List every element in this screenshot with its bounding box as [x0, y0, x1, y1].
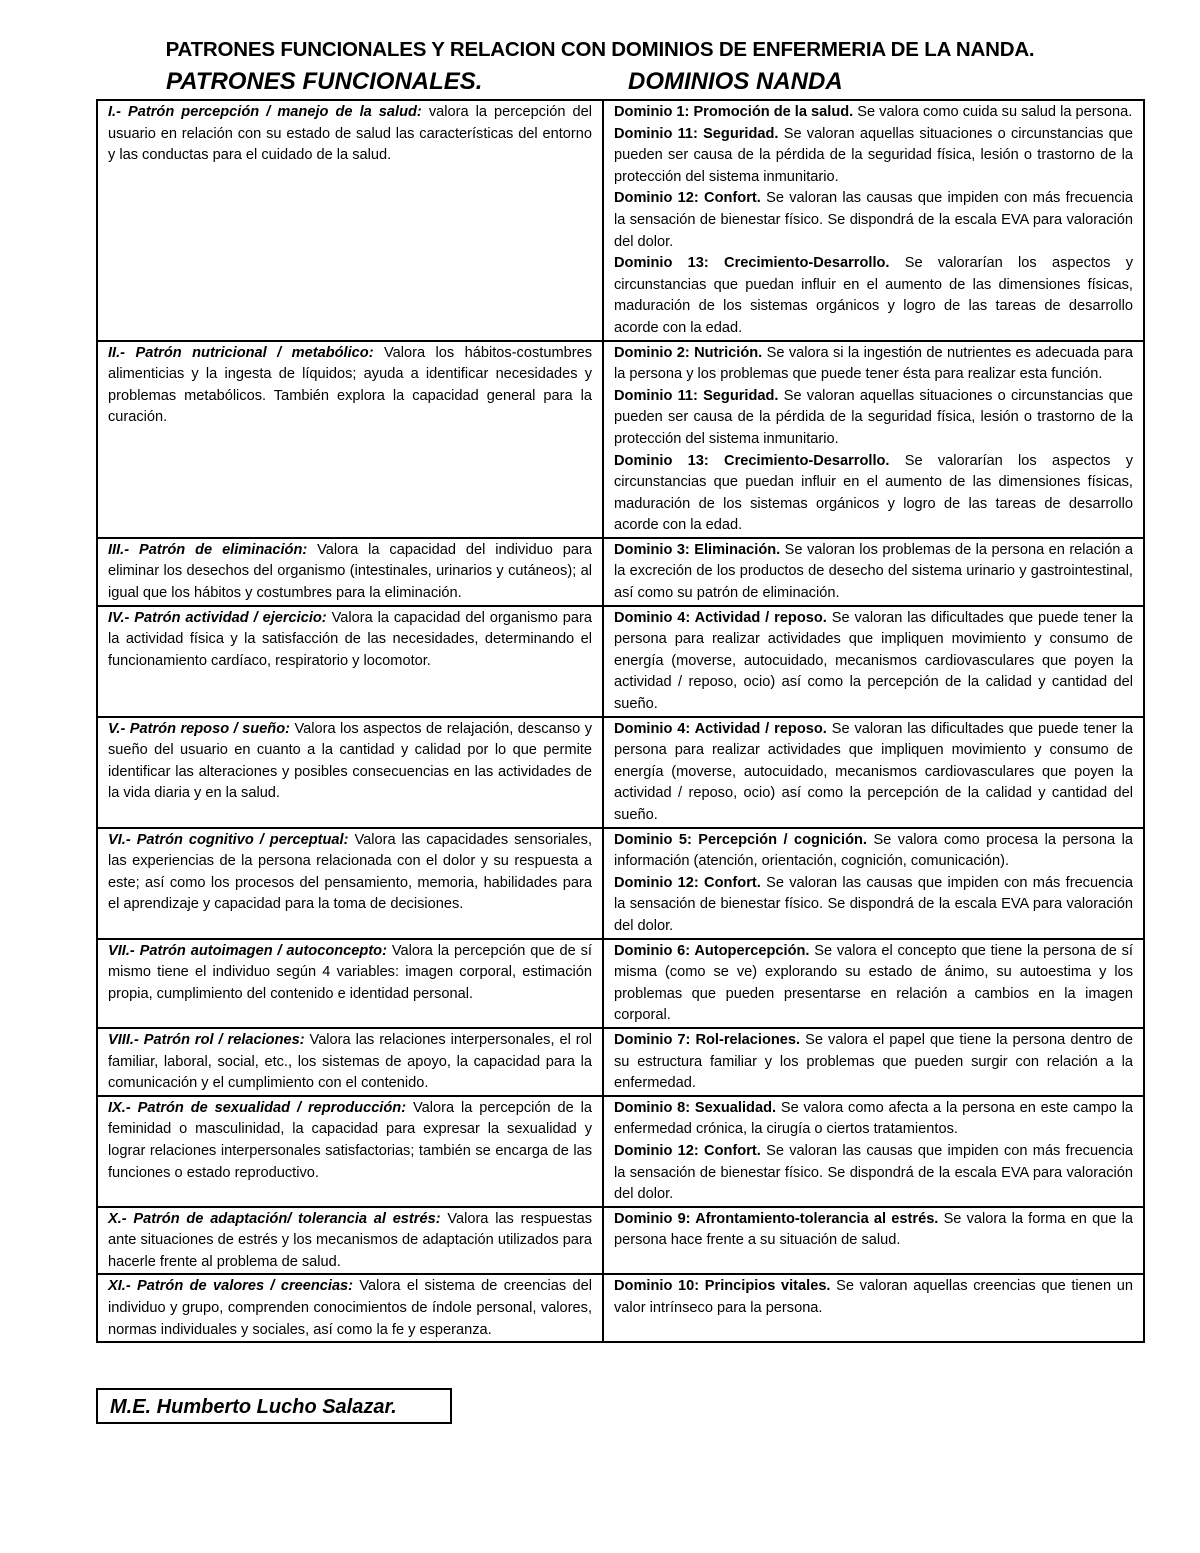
pattern-description: Valora la percepción de la feminidad o masculinidad, la capacidad para expresar la sexualidad y lograr relaciones interpersonales satisfactorias; también se encarga de las funciones o estado reproductivo.	[108, 1099, 593, 1181]
table-row	[97, 828, 1144, 939]
domain-name: Dominio 6: Autopercepción.	[614, 942, 810, 959]
table-row	[97, 939, 1144, 1028]
pattern-cell	[97, 341, 603, 538]
domain-description: Se valoran aquellas creencias que tienen un valor intrínseco para la persona.	[614, 1278, 1134, 1317]
domain-cell	[603, 717, 1144, 828]
domain-description: Se valoran las dificultades que puede tener la persona para realizar actividades que impliquen movimiento y consumo de energía (moverse, autocuidado, mecanismos cardiovasculares que poyen la actividad / reposo, ocio) así como la percepción de la calidad y cantidad del sueño.	[614, 609, 1133, 713]
domain-entry	[614, 102, 1133, 124]
domain-entry	[614, 941, 1133, 1027]
domain-name: Dominio 8: Sexualidad.	[614, 1099, 777, 1116]
table-row	[97, 606, 1144, 717]
table-row	[97, 538, 1144, 606]
pattern-description: Valora las respuestas ante situaciones de estrés y los mecanismos de adaptación utilizados para hacerle frente al problema de salud.	[108, 1210, 593, 1270]
domain-name: Dominio 12: Confort.	[614, 190, 761, 207]
table-row	[97, 717, 1144, 828]
domain-description: Se valora si la ingestión de nutrientes es adecuada para la persona y los problemas que puede tener ésta para realizar esta función.	[614, 344, 1133, 383]
pattern-cell	[97, 606, 603, 717]
domain-name: Dominio 11: Seguridad.	[614, 125, 779, 142]
domain-description: Se valora el concepto que tiene la persona de sí misma (como se ve) explorando su estado de ánimo, su autoestima y los problemas que pueden presentarse en relación a cambios en la imagen corporal.	[614, 942, 1133, 1024]
pattern-name: V.- Patrón reposo / sueño:	[108, 720, 290, 737]
pattern-cell	[97, 939, 603, 1028]
pattern-description: valora la percepción del usuario en relación con su estado de salud las características del entorno y las conductas para el cuidado de la salud.	[108, 104, 592, 164]
domain-entry	[614, 1030, 1133, 1095]
domain-cell	[603, 538, 1144, 606]
domain-name: Dominio 2: Nutrición.	[614, 344, 763, 361]
pattern-name: IX.- Patrón de sexualidad / reproducción:	[108, 1099, 407, 1116]
domain-description: Se valora como cuida su salud la persona.	[853, 104, 1133, 120]
domain-name: Dominio 12: Confort.	[614, 874, 761, 891]
domain-entry	[614, 253, 1133, 339]
table-body	[97, 100, 1144, 1342]
domain-description: Se valoran aquellas situaciones o circunstancias que pueden ser causa de la pérdida de la seguridad física, lesión o trastorno de la protección del sistema inmunitario.	[614, 125, 1133, 185]
domain-entry	[614, 1098, 1133, 1141]
domain-cell	[603, 341, 1144, 538]
domain-cell	[603, 1096, 1144, 1207]
domain-entry	[614, 608, 1133, 716]
domain-name: Dominio 13: Crecimiento-Desarrollo.	[614, 255, 890, 272]
domain-description: Se valoran aquellas situaciones o circunstancias que pueden ser causa de la pérdida de la seguridad física, lesión o trastorno de la protección del sistema inmunitario.	[614, 387, 1133, 447]
domain-description: Se valoran las causas que impiden con más frecuencia la sensación de bienestar físico. Se dispondrá de la escala EVA para valoración del dolor.	[614, 1142, 1133, 1203]
domain-name: Dominio 5: Percepción / cognición.	[614, 831, 867, 848]
pattern-name: II.- Patrón nutricional / metabólico:	[108, 344, 374, 361]
pattern-description: Valora las relaciones interpersonales, el rol familiar, laboral, social, etc., los sistemas de apoyo, la capacidad para la comunicación y el cumplimiento con el contenido.	[108, 1031, 592, 1092]
domain-description: Se valoran las causas que impiden con más frecuencia la sensación de bienestar físico. Se dispondrá de la escala EVA para valoración del dolor.	[614, 874, 1133, 934]
domain-description: Se valoran las causas que impiden con más frecuencia la sensación de bienestar físico. Se dispondrá de la escala EVA para valoración del dolor.	[614, 190, 1133, 250]
patterns-domains-table	[96, 99, 1145, 1343]
table-row	[97, 100, 1144, 341]
patterns-column-heading: PATRONES FUNCIONALES.	[166, 68, 483, 95]
domain-entry	[614, 343, 1133, 386]
domain-cell	[603, 828, 1144, 939]
domain-entry	[614, 188, 1133, 253]
pattern-name: VII.- Patrón autoimagen / autoconcepto:	[108, 942, 387, 959]
pattern-name: III.- Patrón de eliminación:	[108, 541, 308, 558]
domain-description: Se valora el papel que tiene la persona dentro de su estructura familiar y los problemas que pueden surgir con relación a la enfermedad.	[614, 1031, 1133, 1092]
domains-column-heading: DOMINIOS NANDA	[628, 68, 843, 95]
pattern-name: VIII.- Patrón rol / relaciones:	[108, 1031, 305, 1048]
domain-name: Dominio 11: Seguridad.	[614, 387, 779, 404]
pattern-cell	[97, 717, 603, 828]
domain-entry	[614, 451, 1133, 537]
pattern-cell	[97, 100, 603, 341]
domain-description: Se valora como procesa la persona la información (atención, orientación, cognición, comunicación).	[614, 831, 1133, 870]
pattern-description: Valora las capacidades sensoriales, las experiencias de la persona relacionada con el dolor y su respuesta a este; así como los procesos del pensamiento, memoria, habilidades para el aprendizaje y capacidad para la toma de decisiones.	[108, 831, 593, 913]
domain-entry	[614, 719, 1133, 827]
pattern-name: VI.- Patrón cognitivo / perceptual:	[108, 831, 349, 848]
domain-description: Se valoran las dificultades que puede tener la persona para realizar actividades que impliquen movimiento y consumo de energía (moverse, autocuidado, mecanismos cardiovasculares que poyen la actividad / reposo, ocio) así como la percepción de la calidad y cantidad del sueño.	[614, 720, 1133, 823]
domain-cell	[603, 100, 1144, 341]
pattern-cell	[97, 1274, 603, 1342]
document-title: PATRONES FUNCIONALES Y RELACION CON DOMINIOS DE ENFERMERIA DE LA NANDA.	[165, 38, 1035, 61]
domain-description: Se valoran los problemas de la persona en relación a la excreción de los productos de desecho del sistema urinario y gastrointestinal, así como su patrón de eliminación.	[614, 541, 1133, 602]
table-row	[97, 341, 1144, 538]
domain-name: Dominio 10: Principios vitales.	[614, 1278, 831, 1295]
domain-name: Dominio 9: Afrontamiento-tolerancia al estrés.	[614, 1210, 939, 1227]
pattern-description: Valora el sistema de creencias del individuo y grupo, comprenden conocimientos de índole personal, valores, normas individuales y sociales, así como la fe y esperanza.	[108, 1278, 593, 1338]
pattern-cell	[97, 828, 603, 939]
pattern-description: Valora la capacidad del organismo para la actividad física y la satisfacción de las necesidades, determinando el funcionamiento cardíaco, respiratorio y locomotor.	[108, 609, 592, 669]
table-row	[97, 1028, 1144, 1096]
pattern-cell	[97, 1028, 603, 1096]
domain-description: Se valora la forma en que la persona hace frente a su situación de salud.	[614, 1210, 1133, 1249]
domain-name: Dominio 13: Crecimiento-Desarrollo.	[614, 452, 890, 469]
domain-description: Se valorarían los aspectos y circunstancias que puedan influir en el aumento de las dimensiones físicas, maduración de los sistemas orgánicos y logro de las tareas de desarrollo acorde con la edad.	[614, 255, 1133, 336]
pattern-cell	[97, 1207, 603, 1275]
author-signature: M.E. Humberto Lucho Salazar.	[110, 1396, 397, 1418]
domain-entry	[614, 1141, 1133, 1206]
pattern-cell	[97, 1096, 603, 1207]
table-row	[97, 1207, 1144, 1275]
domain-description: Se valora como afecta a la persona en este campo la enfermedad crónica, la cirugía o ciertos tratamientos.	[614, 1099, 1133, 1138]
domain-name: Dominio 1: Promoción de la salud.	[614, 104, 854, 120]
domain-entry	[614, 873, 1133, 938]
domain-name: Dominio 12: Confort.	[614, 1142, 761, 1159]
domain-entry	[614, 1209, 1133, 1252]
pattern-description: Valora la capacidad del individuo para eliminar los desechos del organismo (intestinales, urinarios y cutáneos); al igual que los hábitos y costumbres para la eliminación.	[108, 541, 592, 602]
pattern-name: I.- Patrón percepción / manejo de la salud:	[108, 104, 422, 120]
domain-entry	[614, 386, 1133, 451]
domain-entry	[614, 1276, 1133, 1319]
domain-cell	[603, 939, 1144, 1028]
pattern-cell	[97, 538, 603, 606]
signature-box	[96, 1388, 452, 1424]
domain-cell	[603, 606, 1144, 717]
pattern-name: XI.- Patrón de valores / creencias:	[108, 1278, 354, 1295]
domain-cell	[603, 1274, 1144, 1342]
pattern-description: Valora los aspectos de relajación, descanso y sueño del usuario en cuanto a la cantidad y calidad por lo que permite identificar las alteraciones y posibles consecuencias en las actividades de la vida diaria y en la salud.	[108, 720, 592, 802]
table-row	[97, 1274, 1144, 1342]
domain-description: Se valorarían los aspectos y circunstancias que puedan influir en el aumento de las dimensiones físicas, maduración de los sistemas orgánicos y logro de las tareas de desarrollo acorde con la edad.	[614, 452, 1133, 534]
domain-entry	[614, 830, 1133, 873]
domain-cell	[603, 1028, 1144, 1096]
pattern-description: Valora los hábitos-costumbres alimenticias y la ingesta de líquidos; ayuda a identificar necesidades y problemas metabólicos. También explora la capacidad general para la curación.	[108, 344, 592, 426]
pattern-name: X.- Patrón de adaptación/ tolerancia al estrés:	[108, 1210, 441, 1227]
domain-entry	[614, 540, 1133, 605]
pattern-description: Valora la percepción que de sí mismo tiene el individuo según 4 variables: imagen corporal, estimación propia, cumplimiento del contenido e identidad personal.	[108, 942, 592, 1002]
domain-name: Dominio 3: Eliminación.	[614, 541, 781, 558]
domain-name: Dominio 4: Actividad / reposo.	[614, 720, 827, 737]
pattern-name: IV.- Patrón actividad / ejercicio:	[108, 609, 327, 626]
table-row	[97, 1096, 1144, 1207]
domain-name: Dominio 7: Rol-relaciones.	[614, 1031, 801, 1048]
domain-name: Dominio 4: Actividad / reposo.	[614, 609, 827, 626]
domain-entry	[614, 124, 1133, 189]
domain-cell	[603, 1207, 1144, 1275]
